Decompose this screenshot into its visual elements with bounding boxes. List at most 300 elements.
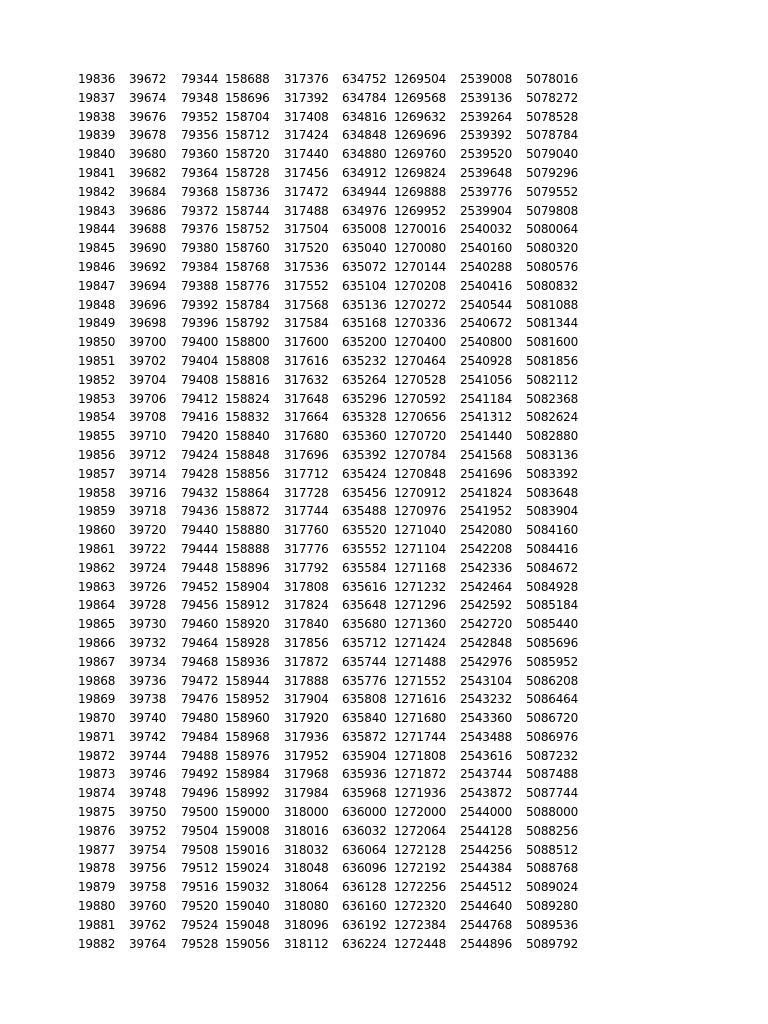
table-cell: 2539008 [460, 72, 513, 86]
table-cell: 39692 [129, 259, 167, 274]
table-cell: 5088256 [526, 823, 579, 838]
table-cell: 317696 [284, 447, 329, 462]
table-cell: 39756 [129, 861, 167, 876]
table-cell: 19842 [78, 184, 116, 199]
table-cell: 79476 [181, 692, 219, 707]
table-cell: 158984 [225, 767, 270, 782]
table-cell: 1272384 [394, 917, 447, 932]
table-cell: 634976 [342, 203, 387, 218]
table-row [78, 653, 586, 672]
table-cell: 39706 [129, 391, 167, 406]
table-cell: 19850 [78, 335, 116, 350]
table-cell: 2544384 [460, 861, 513, 876]
table-cell: 636032 [342, 823, 387, 838]
table-cell: 79372 [181, 203, 219, 218]
table-row [78, 164, 586, 183]
table-row [78, 352, 586, 371]
table-cell: 5078016 [526, 72, 579, 86]
table-cell: 5084416 [526, 541, 579, 556]
table-cell: 79508 [181, 842, 219, 857]
table-cell: 19880 [78, 899, 116, 914]
table-cell: 19876 [78, 823, 116, 838]
table-cell: 79384 [181, 259, 219, 274]
table-cell: 1271424 [394, 635, 447, 650]
table-cell: 158784 [225, 297, 270, 312]
table-cell: 158944 [225, 673, 270, 688]
table-row [78, 672, 586, 691]
table-cell: 5081088 [526, 297, 579, 312]
table-cell: 635712 [342, 635, 387, 650]
table-cell: 19848 [78, 297, 116, 312]
table-cell: 39690 [129, 241, 167, 256]
table-cell: 158904 [225, 579, 270, 594]
table-cell: 634848 [342, 128, 387, 143]
table-row [78, 765, 586, 784]
table-cell: 19862 [78, 560, 116, 575]
table-row [78, 277, 586, 296]
table-cell: 635456 [342, 485, 387, 500]
table-cell: 19837 [78, 90, 116, 105]
table-cell: 635904 [342, 748, 387, 763]
table-cell: 39732 [129, 635, 167, 650]
table-cell: 635808 [342, 692, 387, 707]
table-cell: 5080320 [526, 241, 579, 256]
table-cell: 158792 [225, 316, 270, 331]
table-row [78, 822, 586, 841]
table-cell: 158776 [225, 278, 270, 293]
table-row [78, 371, 586, 390]
table-cell: 1269760 [394, 147, 447, 162]
table-cell: 1271552 [394, 673, 447, 688]
table-cell: 19878 [78, 861, 116, 876]
table-row [78, 390, 586, 409]
table-cell: 1270336 [394, 316, 447, 331]
table-cell: 19865 [78, 617, 116, 632]
table-cell: 2544640 [460, 899, 513, 914]
table-cell: 1269632 [394, 109, 447, 124]
table-cell: 158880 [225, 523, 270, 538]
table-cell: 39682 [129, 165, 167, 180]
table-cell: 19839 [78, 128, 116, 143]
table-cell: 1270784 [394, 447, 447, 462]
table-cell: 636064 [342, 842, 387, 857]
table-cell: 317472 [284, 184, 329, 199]
table-row [78, 70, 586, 89]
table-cell: 635424 [342, 466, 387, 481]
table-row [78, 408, 586, 427]
table-cell: 2540672 [460, 316, 513, 331]
table-cell: 5085440 [526, 617, 579, 632]
table-cell: 635040 [342, 241, 387, 256]
table-cell: 317584 [284, 316, 329, 331]
table-cell: 2541184 [460, 391, 513, 406]
table-cell: 1270656 [394, 410, 447, 425]
table-cell: 5079552 [526, 184, 579, 199]
table-cell: 5082880 [526, 429, 579, 444]
table-cell: 1270400 [394, 335, 447, 350]
table-cell: 5086976 [526, 729, 579, 744]
table-cell: 79488 [181, 748, 219, 763]
table-cell: 1269888 [394, 184, 447, 199]
table-cell: 19847 [78, 278, 116, 293]
table-cell: 635360 [342, 429, 387, 444]
table-cell: 39748 [129, 786, 167, 801]
table-cell: 2543488 [460, 729, 513, 744]
table-cell: 158824 [225, 391, 270, 406]
table-cell: 39680 [129, 147, 167, 162]
table-cell: 635840 [342, 711, 387, 726]
table-cell: 39760 [129, 899, 167, 914]
table-row [78, 239, 586, 258]
table-cell: 2540928 [460, 353, 513, 368]
table-cell: 1269568 [394, 90, 447, 105]
table-cell: 158928 [225, 635, 270, 650]
table-row [78, 859, 586, 878]
table-cell: 636160 [342, 899, 387, 914]
table-cell: 79468 [181, 654, 219, 669]
table-cell: 2542592 [460, 598, 513, 613]
table-cell: 317520 [284, 241, 329, 256]
table-cell: 5084672 [526, 560, 579, 575]
table-cell: 158736 [225, 184, 270, 199]
table-cell: 158968 [225, 729, 270, 744]
table-cell: 79364 [181, 165, 219, 180]
table-cell: 158816 [225, 372, 270, 387]
table-cell: 79404 [181, 353, 219, 368]
table-cell: 635744 [342, 654, 387, 669]
table-cell: 19836 [78, 72, 116, 86]
table-cell: 19849 [78, 316, 116, 331]
table-cell: 19854 [78, 410, 116, 425]
table-cell: 19867 [78, 654, 116, 669]
table-cell: 635488 [342, 504, 387, 519]
table-cell: 159024 [225, 861, 270, 876]
table-cell: 158872 [225, 504, 270, 519]
table-cell: 2540416 [460, 278, 513, 293]
table-cell: 19838 [78, 109, 116, 124]
table-cell: 158960 [225, 711, 270, 726]
table-cell: 79460 [181, 617, 219, 632]
table-cell: 1271872 [394, 767, 447, 782]
table-cell: 39720 [129, 523, 167, 538]
table-cell: 158840 [225, 429, 270, 444]
table-cell: 1271936 [394, 786, 447, 801]
table-cell: 5081856 [526, 353, 579, 368]
table-cell: 79520 [181, 899, 219, 914]
table-cell: 635776 [342, 673, 387, 688]
table-cell: 635168 [342, 316, 387, 331]
table-cell: 1271104 [394, 541, 447, 556]
table-cell: 5086464 [526, 692, 579, 707]
table-cell: 5085952 [526, 654, 579, 669]
table-cell: 1272448 [394, 936, 447, 951]
table-cell: 318016 [284, 823, 329, 838]
table-cell: 317664 [284, 410, 329, 425]
table-cell: 635648 [342, 598, 387, 613]
table-cell: 1271744 [394, 729, 447, 744]
table-cell: 2542720 [460, 617, 513, 632]
table-cell: 635104 [342, 278, 387, 293]
table-cell: 158688 [225, 72, 270, 86]
table-cell: 317968 [284, 767, 329, 782]
table-cell: 79524 [181, 917, 219, 932]
table-cell: 19872 [78, 748, 116, 763]
table-cell: 5080064 [526, 222, 579, 237]
table-row [78, 484, 586, 503]
table-row [78, 596, 586, 615]
table-cell: 79492 [181, 767, 219, 782]
table-cell: 79448 [181, 560, 219, 575]
table-cell: 79484 [181, 729, 219, 744]
table-cell: 19869 [78, 692, 116, 707]
table-cell: 2540800 [460, 335, 513, 350]
table-cell: 39672 [129, 72, 167, 86]
table-cell: 39702 [129, 353, 167, 368]
table-cell: 79344 [181, 72, 219, 86]
table-cell: 39704 [129, 372, 167, 387]
table-cell: 19881 [78, 917, 116, 932]
table-cell: 158728 [225, 165, 270, 180]
table-cell: 634816 [342, 109, 387, 124]
table-cell: 158936 [225, 654, 270, 669]
table-row [78, 145, 586, 164]
table-cell: 1270080 [394, 241, 447, 256]
table-cell: 1272064 [394, 823, 447, 838]
table-row [78, 841, 586, 860]
table-cell: 2540544 [460, 297, 513, 312]
table-cell: 317504 [284, 222, 329, 237]
table-row [78, 690, 586, 709]
table-cell: 19864 [78, 598, 116, 613]
table-cell: 1270464 [394, 353, 447, 368]
table-cell: 19874 [78, 786, 116, 801]
table-cell: 19857 [78, 466, 116, 481]
table-cell: 1270976 [394, 504, 447, 519]
table-cell: 19879 [78, 880, 116, 895]
table-cell: 39744 [129, 748, 167, 763]
table-cell: 635264 [342, 372, 387, 387]
table-cell: 19882 [78, 936, 116, 951]
table-cell: 2542208 [460, 541, 513, 556]
table-cell: 158832 [225, 410, 270, 425]
table-cell: 79408 [181, 372, 219, 387]
table-cell: 39708 [129, 410, 167, 425]
table-cell: 5078784 [526, 128, 579, 143]
table-cell: 1270272 [394, 297, 447, 312]
table-cell: 79516 [181, 880, 219, 895]
table-cell: 79348 [181, 90, 219, 105]
table-cell: 635968 [342, 786, 387, 801]
table-cell: 636224 [342, 936, 387, 951]
table-cell: 317808 [284, 579, 329, 594]
table-cell: 5082368 [526, 391, 579, 406]
table-cell: 317456 [284, 165, 329, 180]
table-cell: 1270016 [394, 222, 447, 237]
table-cell: 2541824 [460, 485, 513, 500]
table-cell: 79496 [181, 786, 219, 801]
table-cell: 317920 [284, 711, 329, 726]
table-row [78, 634, 586, 653]
table-cell: 2539904 [460, 203, 513, 218]
table-cell: 79400 [181, 335, 219, 350]
table-cell: 39722 [129, 541, 167, 556]
table-cell: 317760 [284, 523, 329, 538]
table-cell: 19858 [78, 485, 116, 500]
table-body [78, 70, 586, 953]
table-cell: 159016 [225, 842, 270, 857]
table-cell: 635392 [342, 447, 387, 462]
table-cell: 1270592 [394, 391, 447, 406]
table-cell: 19871 [78, 729, 116, 744]
table-cell: 19843 [78, 203, 116, 218]
table-cell: 2540288 [460, 259, 513, 274]
table-cell: 2539264 [460, 109, 513, 124]
table-cell: 1271680 [394, 711, 447, 726]
table-cell: 79412 [181, 391, 219, 406]
table-cell: 2541952 [460, 504, 513, 519]
table-cell: 1271296 [394, 598, 447, 613]
table-row [78, 446, 586, 465]
table-cell: 1271232 [394, 579, 447, 594]
table-cell: 317408 [284, 109, 329, 124]
table-cell: 5086720 [526, 711, 579, 726]
table-cell: 2543744 [460, 767, 513, 782]
table-cell: 79420 [181, 429, 219, 444]
table-cell: 39694 [129, 278, 167, 293]
table-cell: 159008 [225, 823, 270, 838]
table-cell: 39696 [129, 297, 167, 312]
table-cell: 635552 [342, 541, 387, 556]
table-row [78, 578, 586, 597]
table-cell: 79504 [181, 823, 219, 838]
table-cell: 158952 [225, 692, 270, 707]
table-cell: 635296 [342, 391, 387, 406]
table-cell: 635328 [342, 410, 387, 425]
table-cell: 635520 [342, 523, 387, 538]
table-cell: 39750 [129, 805, 167, 820]
table-cell: 19856 [78, 447, 116, 462]
table-cell: 1270720 [394, 429, 447, 444]
table-cell: 318096 [284, 917, 329, 932]
table-cell: 39730 [129, 617, 167, 632]
table-cell: 158912 [225, 598, 270, 613]
table-row [78, 333, 586, 352]
table-cell: 79528 [181, 936, 219, 951]
table-cell: 5078272 [526, 90, 579, 105]
table-cell: 1270528 [394, 372, 447, 387]
table-cell: 5079040 [526, 147, 579, 162]
table-cell: 158888 [225, 541, 270, 556]
table-cell: 19860 [78, 523, 116, 538]
table-cell: 5085696 [526, 635, 579, 650]
table-cell: 2539776 [460, 184, 513, 199]
table-cell: 317984 [284, 786, 329, 801]
table-cell: 19844 [78, 222, 116, 237]
table-cell: 636000 [342, 805, 387, 820]
table-cell: 2539136 [460, 90, 513, 105]
table-cell: 19855 [78, 429, 116, 444]
table-cell: 158864 [225, 485, 270, 500]
table-cell: 39746 [129, 767, 167, 782]
table-cell: 5080576 [526, 259, 579, 274]
table-cell: 317904 [284, 692, 329, 707]
table-row [78, 89, 586, 108]
table-row [78, 465, 586, 484]
table-cell: 1269504 [394, 72, 447, 86]
table-cell: 634784 [342, 90, 387, 105]
table-cell: 158976 [225, 748, 270, 763]
table-cell: 2542336 [460, 560, 513, 575]
table-cell: 1270144 [394, 259, 447, 274]
table-cell: 5084160 [526, 523, 579, 538]
table-cell: 5083392 [526, 466, 579, 481]
table-cell: 158696 [225, 90, 270, 105]
table-cell: 2542848 [460, 635, 513, 650]
table-cell: 2539648 [460, 165, 513, 180]
table-cell: 5089792 [526, 936, 579, 951]
table-cell: 5079808 [526, 203, 579, 218]
table-cell: 2543616 [460, 748, 513, 763]
table-cell: 317936 [284, 729, 329, 744]
table-cell: 1269952 [394, 203, 447, 218]
table-cell: 317568 [284, 297, 329, 312]
table-cell: 79456 [181, 598, 219, 613]
table-cell: 79396 [181, 316, 219, 331]
table-cell: 39762 [129, 917, 167, 932]
table-cell: 158856 [225, 466, 270, 481]
table-cell: 5089280 [526, 899, 579, 914]
table-cell: 317744 [284, 504, 329, 519]
table-cell: 317424 [284, 128, 329, 143]
table-cell: 158848 [225, 447, 270, 462]
table-cell: 79368 [181, 184, 219, 199]
table-cell: 318112 [284, 936, 329, 951]
table-cell: 19873 [78, 767, 116, 782]
table-cell: 1272192 [394, 861, 447, 876]
table-cell: 39740 [129, 711, 167, 726]
table-cell: 2541056 [460, 372, 513, 387]
table-cell: 159032 [225, 880, 270, 895]
table-cell: 79500 [181, 805, 219, 820]
table-cell: 158752 [225, 222, 270, 237]
table-row [78, 615, 586, 634]
table-cell: 19861 [78, 541, 116, 556]
table-cell: 79512 [181, 861, 219, 876]
table-cell: 2541312 [460, 410, 513, 425]
table-cell: 2540032 [460, 222, 513, 237]
table-cell: 634944 [342, 184, 387, 199]
table-cell: 39764 [129, 936, 167, 951]
table-cell: 39738 [129, 692, 167, 707]
table-cell: 19870 [78, 711, 116, 726]
table-cell: 39758 [129, 880, 167, 895]
table-cell: 317600 [284, 335, 329, 350]
table-cell: 39736 [129, 673, 167, 688]
table-cell: 158808 [225, 353, 270, 368]
table-cell: 159056 [225, 936, 270, 951]
table-cell: 39684 [129, 184, 167, 199]
table-cell: 2544512 [460, 880, 513, 895]
table-cell: 39728 [129, 598, 167, 613]
table-cell: 19841 [78, 165, 116, 180]
table-cell: 5083648 [526, 485, 579, 500]
table-cell: 159048 [225, 917, 270, 932]
table-cell: 39688 [129, 222, 167, 237]
table-cell: 5087488 [526, 767, 579, 782]
table-cell: 79480 [181, 711, 219, 726]
table-cell: 2541440 [460, 429, 513, 444]
table-cell: 318048 [284, 861, 329, 876]
